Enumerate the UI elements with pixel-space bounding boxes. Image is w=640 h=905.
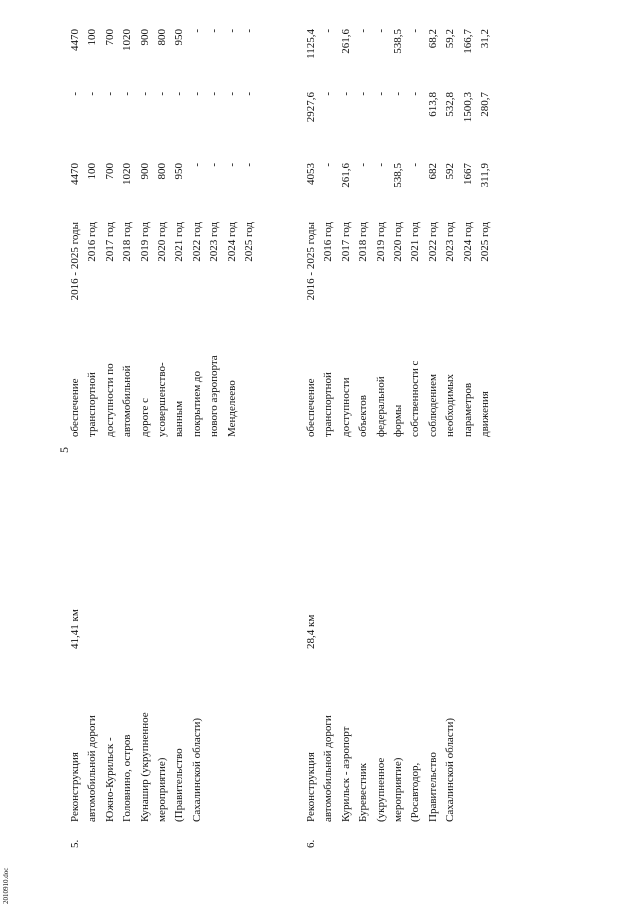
funding-regional-cell: 950 (173, 29, 186, 46)
funding-local-cell (84, 0, 101, 1)
funding-regional-cell: - (208, 29, 221, 33)
funding-federal-cell: - (374, 92, 387, 96)
funding-federal-cell: - (392, 92, 404, 96)
activity-name-line: Южно-Курильск - (103, 737, 116, 822)
funding-total-cell: 700 (103, 163, 116, 180)
funding-total-cell: - (374, 163, 387, 167)
funding-federal-cell: - (339, 92, 352, 96)
period-cell: 2023 год (444, 222, 457, 262)
expected-result-line: ванным (173, 400, 186, 437)
funding-total-cell: - (225, 163, 238, 167)
expected-result-line: доступности (339, 377, 352, 437)
funding-federal-cell: 1500,3 (461, 92, 474, 123)
activity-name-line: Сахалинской области) (190, 717, 203, 822)
period-cell: 2018 год (357, 222, 370, 262)
funding-local-cell (338, 0, 355, 1)
expected-result-line: доступности по (103, 363, 116, 437)
funding-local-cell (390, 0, 407, 1)
funding-local-cell (442, 0, 459, 1)
funding-regional-cell: 4470 (69, 29, 81, 51)
funding-regional-cell: - (409, 29, 422, 33)
period-cell: 2016 - 2025 годы (69, 222, 81, 301)
page-number: 5 (57, 447, 71, 453)
period-cell: 2016 - 2025 годы (305, 222, 317, 301)
funding-regional-cell: - (225, 29, 238, 33)
funding-total-cell: 900 (138, 163, 151, 180)
funding-local-cell (119, 0, 136, 1)
expected-result-line: дороге с (138, 398, 151, 437)
funding-local-cell (425, 0, 442, 1)
funding-total-cell: 4053 (305, 163, 317, 185)
period-cell: 2017 год (103, 222, 116, 262)
activity-name-line: Головнино, остров (121, 734, 134, 822)
funding-federal-cell: - (86, 92, 99, 96)
period-cell: 2021 год (173, 222, 186, 262)
funding-local-cell (477, 0, 494, 1)
funding-regional-cell: 900 (138, 29, 151, 46)
funding-federal-cell: - (409, 92, 422, 96)
funding-regional-cell: 59,2 (444, 29, 457, 49)
expected-result-line: параметров (461, 382, 474, 437)
expected-result-line: покрытием до (190, 370, 203, 437)
funding-regional-cell: - (322, 29, 335, 33)
funding-total-cell: 682 (426, 163, 439, 180)
activity-name-line: (Росавтодор, (409, 762, 422, 822)
funding-total-cell: 4470 (69, 163, 81, 185)
road-length: 28,4 км (305, 614, 317, 649)
activity-name-line: мероприятие) (156, 757, 168, 822)
period-cell: 2019 год (374, 222, 387, 262)
funding-total-cell: 1020 (121, 163, 134, 185)
funding-federal-cell: - (69, 92, 81, 96)
expected-result-line: федеральной (374, 376, 387, 437)
funding-regional-cell: 261,6 (339, 29, 352, 54)
period-cell: 2019 год (138, 222, 151, 262)
period-cell: 2024 год (225, 222, 238, 262)
expected-result-line: объектов (357, 395, 370, 437)
funding-federal-cell: - (243, 92, 255, 96)
period-cell: 2022 год (426, 222, 439, 262)
funding-regional-cell: 1020 (121, 29, 134, 51)
funding-federal-cell: - (103, 92, 116, 96)
expected-result-line: усовершенство- (156, 362, 168, 437)
funding-total-cell: - (190, 163, 203, 167)
funding-total-cell: 950 (173, 163, 186, 180)
expected-result-line: собственности с (409, 360, 422, 437)
activity-name-line: (Правительство (173, 748, 186, 822)
funding-local-cell (303, 0, 320, 1)
period-cell: 2020 год (392, 222, 404, 262)
activity-name-line: автомобильной дороги (86, 715, 99, 822)
funding-local-cell (355, 0, 372, 1)
expected-result-line: транспортной (322, 372, 335, 437)
funding-regional-cell: 31,2 (479, 29, 491, 49)
activity-name-line: Буревестник (357, 762, 370, 822)
period-cell: 2025 год (243, 222, 255, 262)
funding-regional-cell: 800 (156, 29, 168, 46)
row-number: 5. (69, 839, 81, 848)
footer-filename: 2010910.doc (2, 867, 10, 904)
funding-regional-cell: 1125,4 (305, 29, 317, 59)
funding-federal-cell: 532,8 (444, 92, 457, 117)
funding-total-cell: - (208, 163, 221, 167)
period-cell: 2018 год (121, 222, 134, 262)
period-cell: 2025 год (479, 222, 491, 262)
funding-local-cell (241, 0, 258, 1)
funding-federal-cell: - (138, 92, 151, 96)
period-cell: 2016 год (86, 222, 99, 262)
funding-total-cell: - (357, 163, 370, 167)
period-cell: 2020 год (156, 222, 168, 262)
funding-federal-cell: - (357, 92, 370, 96)
funding-local-cell (189, 0, 206, 1)
funding-federal-cell: - (208, 92, 221, 96)
funding-federal-cell: - (322, 92, 335, 96)
expected-result-line: транспортной (86, 372, 99, 437)
funding-local-cell (102, 0, 119, 1)
funding-local-cell (407, 0, 424, 1)
expected-result-line: необходимых (444, 373, 457, 437)
funding-regional-cell: 100 (86, 29, 99, 46)
funding-federal-cell: 2927,6 (305, 92, 317, 123)
funding-regional-cell: 538,5 (392, 29, 404, 54)
expected-result-line: Менделеево (225, 380, 238, 437)
funding-federal-cell: - (190, 92, 203, 96)
funding-local-cell (137, 0, 154, 1)
funding-federal-cell: - (156, 92, 168, 96)
funding-total-cell: 800 (156, 163, 168, 180)
row-number: 6. (305, 839, 317, 848)
funding-total-cell: 1667 (461, 163, 474, 185)
funding-local-cell (224, 0, 241, 1)
funding-local-cell (206, 0, 223, 1)
activity-name-line: (укрупненное (374, 757, 387, 822)
period-cell: 2017 год (339, 222, 352, 262)
activity-name-line: Сахалинской области) (444, 717, 457, 822)
period-cell: 2016 год (322, 222, 335, 262)
expected-result-line: обеспечение (69, 378, 81, 437)
funding-regional-cell: 700 (103, 29, 116, 46)
expected-result-line: соблюдением (426, 374, 439, 437)
funding-federal-cell: - (121, 92, 134, 96)
period-cell: 2021 год (409, 222, 422, 262)
funding-regional-cell: - (243, 29, 255, 33)
activity-name-line: Правительство (426, 752, 439, 822)
funding-total-cell: 261,6 (339, 163, 352, 188)
funding-federal-cell: - (225, 92, 238, 96)
period-cell: 2024 год (461, 222, 474, 262)
funding-total-cell: 538,5 (392, 163, 404, 188)
funding-total-cell: - (409, 163, 422, 167)
funding-federal-cell: - (173, 92, 186, 96)
funding-total-cell: - (243, 163, 255, 167)
expected-result-line: автомобильной (121, 365, 134, 437)
funding-regional-cell: 68,2 (426, 29, 439, 49)
funding-federal-cell: 613,8 (426, 92, 439, 117)
funding-regional-cell: 166,7 (461, 29, 474, 54)
funding-total-cell: 592 (444, 163, 457, 180)
funding-local-cell (171, 0, 188, 1)
funding-regional-cell: - (374, 29, 387, 33)
expected-result-line: обеспечение (305, 378, 317, 437)
period-cell: 2022 год (190, 222, 203, 262)
funding-local-cell (320, 0, 337, 1)
funding-local-cell (373, 0, 390, 1)
funding-total-cell: 100 (86, 163, 99, 180)
period-cell: 2023 год (208, 222, 221, 262)
funding-federal-cell: 280,7 (479, 92, 491, 117)
expected-result-line: нового аэропорта (208, 355, 221, 437)
activity-name-line: Кунашир (укрупненное (138, 712, 151, 822)
funding-total-cell: 311,9 (479, 163, 491, 188)
activity-name-line: Реконструкция (305, 752, 317, 822)
activity-name-line: мероприятие) (392, 757, 404, 822)
activity-name-line: автомобильной дороги (322, 715, 335, 822)
funding-local-cell (154, 0, 171, 1)
road-length: 41,41 км (69, 609, 81, 649)
funding-local-cell (460, 0, 477, 1)
expected-result-line: формы (392, 404, 404, 437)
funding-regional-cell: - (357, 29, 370, 33)
funding-regional-cell: - (190, 29, 203, 33)
funding-total-cell: - (322, 163, 335, 167)
activity-name-line: Реконструкция (69, 752, 81, 822)
funding-local-cell (67, 0, 84, 1)
activity-name-line: Курильск - аэропорт (339, 726, 352, 822)
expected-result-line: движения (479, 391, 491, 437)
